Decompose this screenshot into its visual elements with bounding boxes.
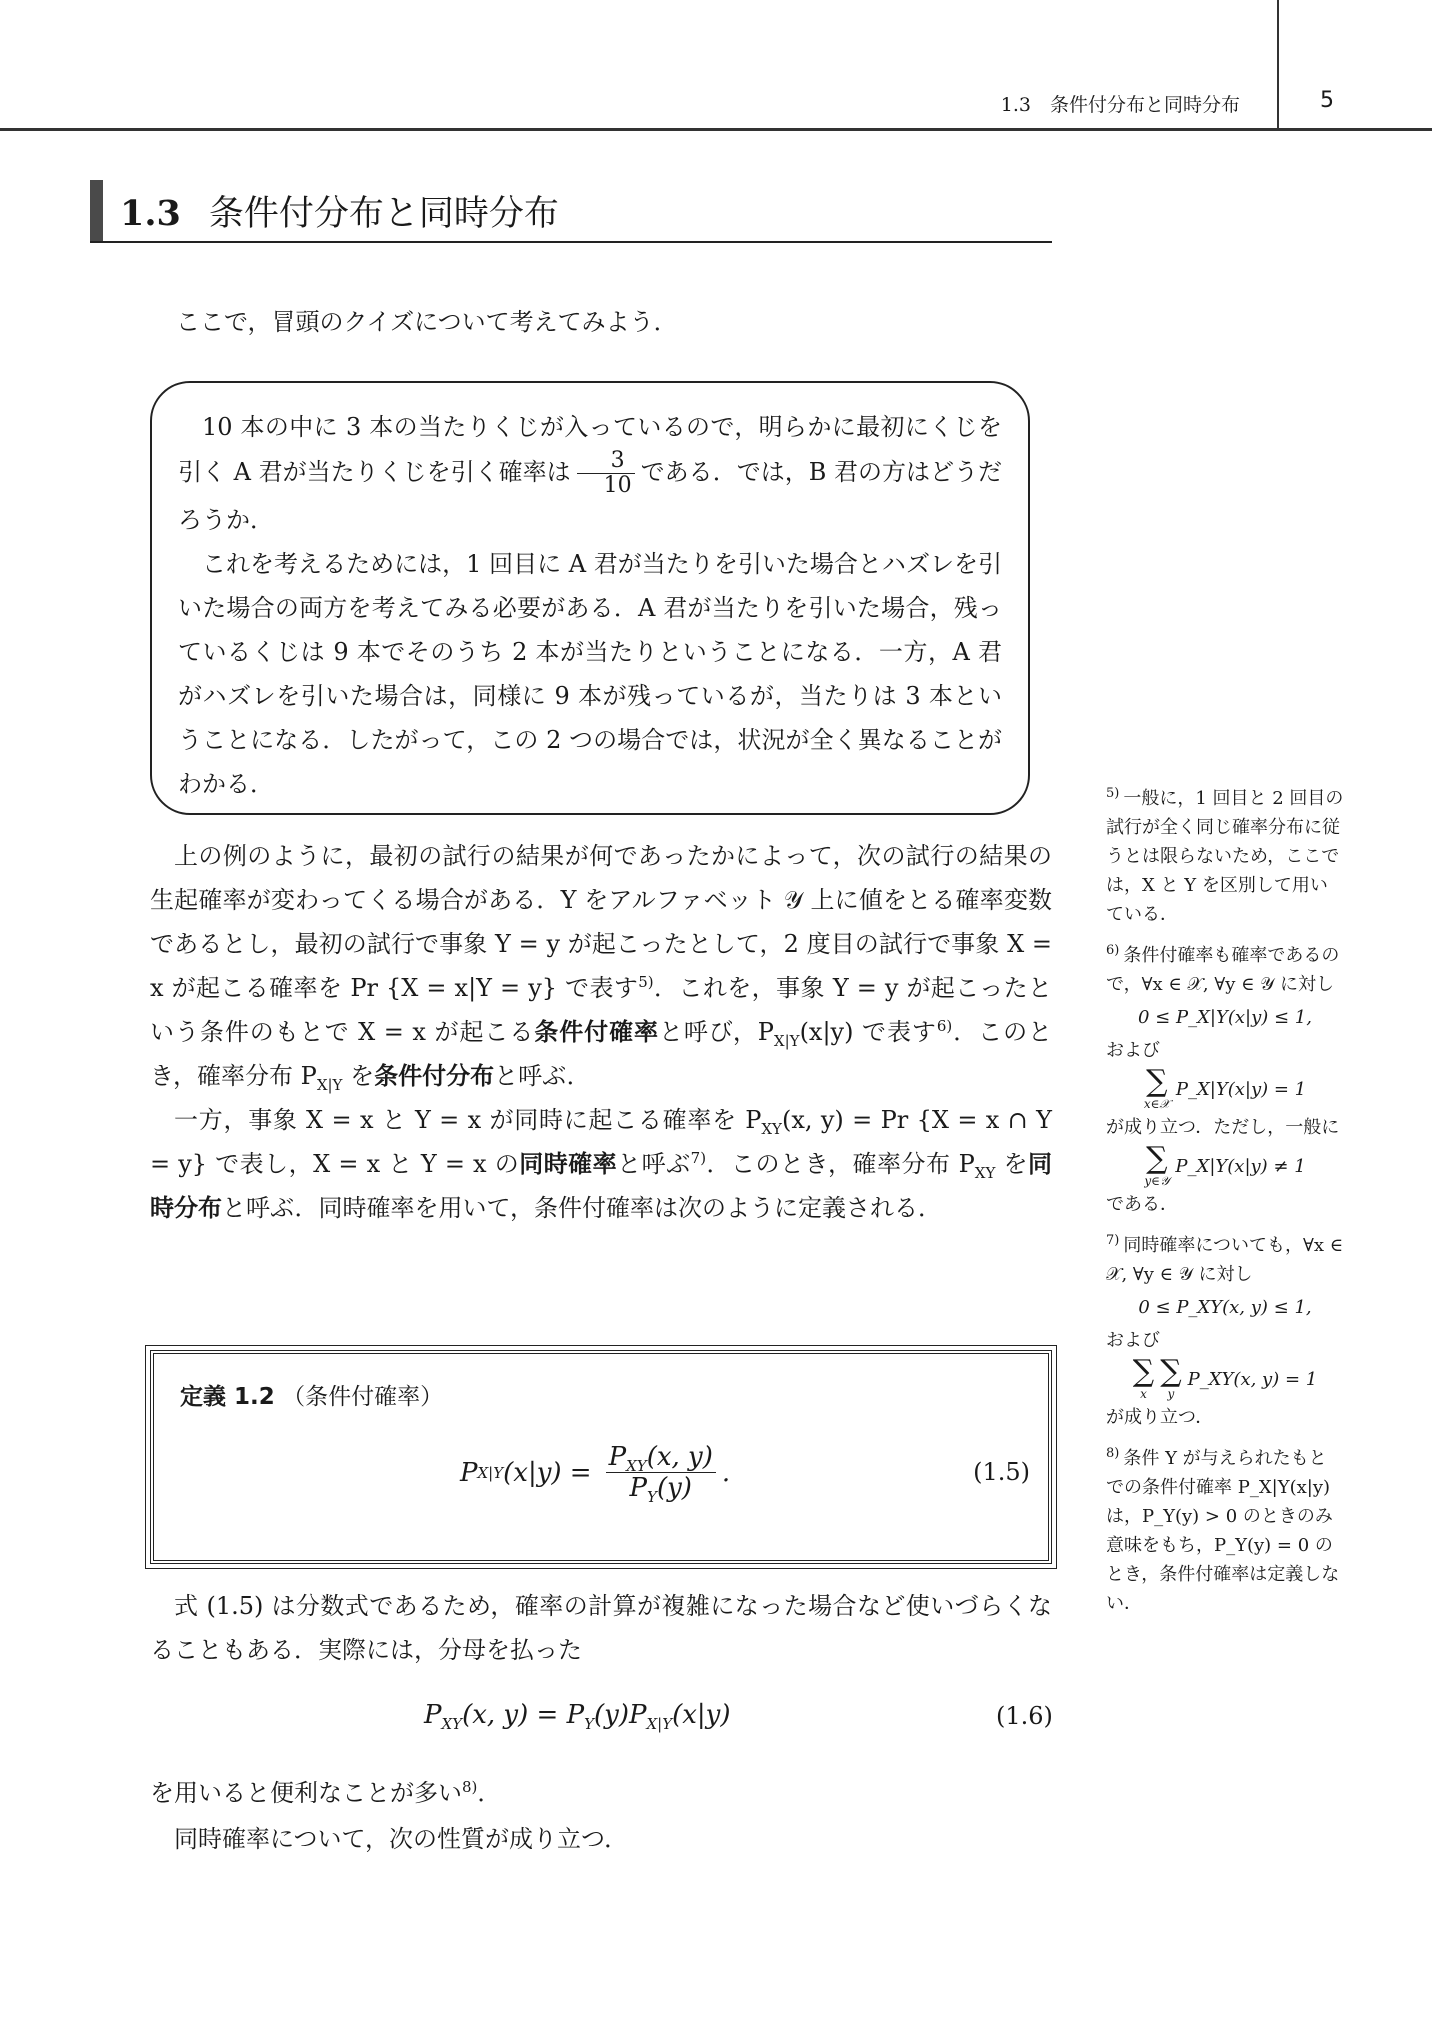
definition-name: （条件付確率） <box>282 1384 444 1410</box>
subscript: X|Y <box>316 1075 343 1094</box>
header-divider <box>1277 0 1279 128</box>
section-title: 条件付分布と同時分布 <box>208 194 559 234</box>
term-joint-distribution: 同時分布 <box>150 1150 1052 1222</box>
text: ．このとき，確率分布 P <box>150 1018 1053 1090</box>
section-number: 1.3 <box>120 193 181 234</box>
equation-number: (1.5) <box>973 1458 1030 1486</box>
text: と呼ぶ．同時確率を用いて，条件付確率は次のように定義される． <box>222 1194 942 1222</box>
paragraph-conditional <box>150 834 1052 1098</box>
paragraph-joint <box>150 1098 1052 1230</box>
note-text: および <box>1106 1330 1160 1351</box>
eq-numerator: $P_{XY}(x$, y) <box>606 1442 716 1473</box>
quiz-paragraph-2: これを考えるためには，1 回目に A 君が当たりを引いた場合とハズレを引いた場合の両方を考えてみる必要がある．A 君が当たりを引いた場合，残っているくじは 9 本でそのうち 2 本が当たりということになる．一方，A 君がハズレを引いた場合は，同様に 9 本が残っているが，当たりは 3 本ということになる．したがって，この 2 つの場合では，状況が全く異なることがわかる． <box>178 550 1002 798</box>
text: (x|y) で表す <box>799 1018 937 1046</box>
text: ．このとき，確率分布 P <box>706 1150 975 1178</box>
eq-denominator: $P_Y(y)$ <box>629 1473 692 1507</box>
fraction <box>577 449 635 498</box>
eq-fraction <box>606 1442 716 1507</box>
term-conditional-probability: 条件付確率 <box>534 1018 659 1046</box>
equation-number: (1.6) <box>996 1702 1053 1730</box>
footnote-ref-6: 6) <box>936 1017 953 1035</box>
note-text: および <box>1106 1040 1160 1061</box>
header-rule <box>0 128 1432 131</box>
eq-text: (x|y) = <box>503 1457 592 1488</box>
body-text-1 <box>150 834 1052 1230</box>
body-text-3 <box>150 1770 1052 1862</box>
paragraph-properties: 同時確率について，次の性質が成り立つ． <box>174 1825 629 1853</box>
note-5: $^{5)}$ 一般に，1 回目と 2 回目の試行が全く同じ確率分布に従うとは限らないため，ここでは，X と Y を区別して用いている． <box>1106 786 1344 925</box>
side-notes <box>1106 784 1344 1630</box>
note-text: が成り立つ．ただし，一般に <box>1106 1117 1340 1138</box>
fraction-numerator: 3 <box>577 449 635 474</box>
subscript: X|Y <box>773 1031 800 1050</box>
section-underline <box>90 241 1052 243</box>
equation-1-6: $P_{XY}(x$, $y) = P_Y(y)P_{X|Y}(x|y)$ <box>424 1700 731 1734</box>
note-equation: 0 ≤ P_XY(x, y) ≤ 1, <box>1138 1297 1312 1318</box>
note-double-sum-equation: ∑ x ∑ y P_XY(x, y) = 1 <box>1132 1354 1318 1401</box>
note-text: が成り立つ． <box>1106 1407 1214 1428</box>
text: 一方，事象 X = x と Y = x が同時に起こる確率を P <box>174 1106 762 1134</box>
body-text-2 <box>150 1584 1052 1672</box>
term-conditional-distribution: 条件付分布 <box>374 1062 495 1090</box>
eq-text: . <box>721 1457 731 1488</box>
note-sum-equation: ∑ y∈𝒴 P_X|Y(x|y) ≠ 1 <box>1144 1141 1306 1188</box>
text: と呼び，P <box>658 1018 774 1046</box>
text: と呼ぶ <box>617 1150 691 1178</box>
note-sum-equation: ∑ x∈𝒳 P_X|Y(x|y) = 1 <box>1143 1064 1307 1111</box>
definition-title <box>180 1378 1022 1411</box>
text: を <box>995 1150 1028 1178</box>
quiz-text: 10 本の中に 3 本の当たりくじが入っているので，明らかに最初にくじを引く A 君が当たりくじを引く確率は <box>178 413 1002 486</box>
text: ．これを，事象 Y = y が起こったという条件のもとで X = x が起こる <box>150 974 1052 1046</box>
quiz-paragraph-1 <box>178 405 1002 542</box>
section-heading <box>120 186 559 236</box>
text: 上の例のように，最初の試行の結果が何であったかによって，次の試行の結果の生起確率が変わってくる場合がある．Y をアルファベット 𝒴 上に値をとる確率変数であるとし，最初の試行で事象 Y = y が起こったとして，2 度目の試行で事象 X = x が起こる確率を Pr {X = x|Y = y} で表す <box>150 842 1052 1002</box>
definition-box <box>150 1350 1052 1564</box>
quiz-text: である．では，B 君の方はどうだろうか． <box>178 458 1003 534</box>
definition-equation: P X|Y (x|y) = $\frac{P_{XY}(x, y)}{P_Y(y)}$ . <box>460 1442 731 1507</box>
note-8: $^{8)}$ 条件 Y が与えられたもとでの条件付確率 P_X|Y(x|y) は，P_Y(y) > 0 のときのみ意味をもち，P_Y(y) = 0 のとき，条件付確率は定義しない． <box>1106 1446 1340 1614</box>
intro-paragraph: ここで，冒頭のクイズについて考えてみよう． <box>176 308 678 336</box>
term-joint-probability: 同時確率 <box>519 1150 618 1178</box>
text: (x, y) = Pr {X = x ∩ Y = y} で表し，X = x と Y = x の <box>150 1106 1053 1178</box>
note-6: $^{6)}$ 条件付確率も確率であるので，∀x ∈ 𝒳, ∀y ∈ 𝒴 に対し 0 ≤ P_X|Y(x|y) ≤ 1, および ∑ x∈𝒳 P_X|Y(x|y) = 1 が成り立つ．ただし，一般に ∑ y∈𝒴 P_X|Y(x|y) ≠ 1 である． <box>1106 941 1344 1219</box>
running-title: 1.3 条件付分布と同時分布 <box>1000 94 1240 116</box>
eq-text: P <box>460 1457 478 1488</box>
section-marker-bar <box>90 180 103 242</box>
footnote-ref-8: 8) <box>462 1778 478 1796</box>
text: と呼ぶ． <box>494 1062 591 1090</box>
footnote-ref-7: 7) <box>690 1149 707 1167</box>
quiz-box <box>150 381 1030 815</box>
note-7: $^{7)}$ 同時確率についても，∀x ∈ 𝒳, ∀y ∈ 𝒴 に対し 0 ≤ P_XY(x, y) ≤ 1, および ∑ x ∑ y P_XY(x, y) = 1 が成り立つ． <box>1106 1231 1344 1432</box>
text: を <box>342 1062 375 1090</box>
page-number: 5 <box>1320 88 1334 113</box>
definition-label: 定義 1.2 <box>180 1384 275 1410</box>
fraction-denominator: 10 <box>603 473 632 498</box>
subscript: XY <box>761 1119 782 1138</box>
paragraph-convenient: を用いると便利なことが多い$^{8)}$． <box>150 1778 502 1807</box>
subscript: XY <box>974 1163 996 1182</box>
note-equation: 0 ≤ P_X|Y(x|y) ≤ 1, <box>1138 1007 1312 1028</box>
paragraph-fraction-note: 式 (1.5) は分数式であるため，確率の計算が複雑になった場合など使いづらくなることもある．実際には，分母を払った <box>150 1592 1052 1664</box>
note-text: である． <box>1106 1194 1178 1215</box>
footnote-ref-5: 5) <box>638 973 654 991</box>
